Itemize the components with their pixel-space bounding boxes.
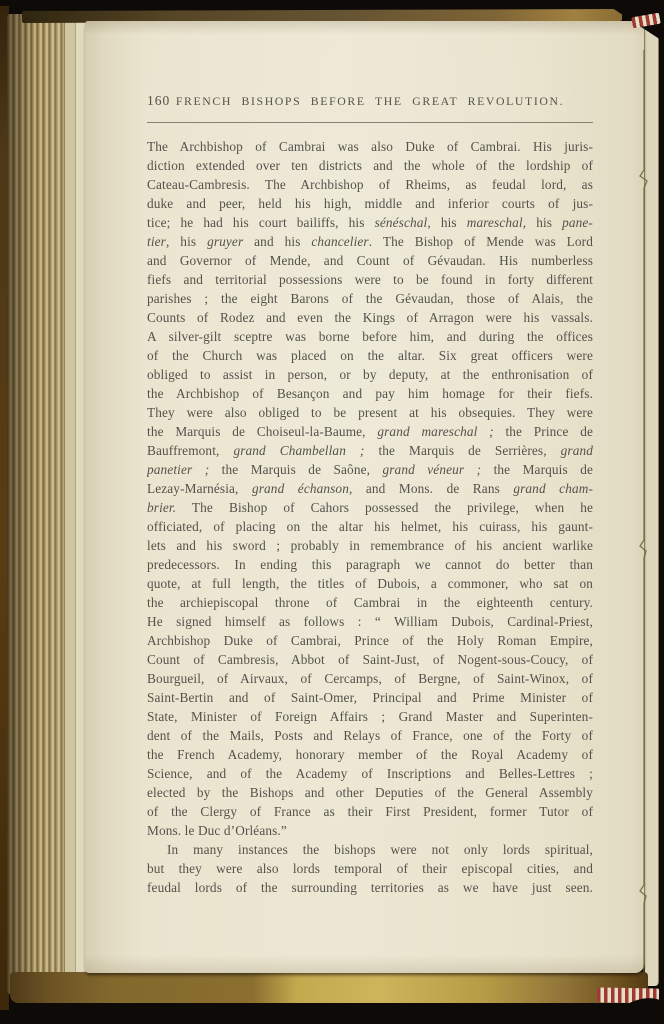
text-line: of the Clergy of France as their First President, former Tutor of — [147, 804, 593, 819]
book-bottom-edge — [10, 972, 648, 1003]
text-line: panetier ; the Marquis de Saône, grand véneur ; the Marquis de — [147, 462, 593, 477]
text-line: tice; he had his court bailiffs, his sénéschal, his mareschal, his pane- — [147, 215, 593, 230]
text-line: the French Academy, honorary member of the Royal Academy of — [147, 747, 593, 762]
text-line: the archiepiscopal throne of Cambrai in the eighteenth century. — [147, 595, 593, 610]
text-line: In many instances the bishops were not only lords spiritual, — [167, 842, 593, 857]
text-line: lets and his sword ; probably in remembrance of his ancient warlike — [147, 538, 593, 553]
text-line: Mons. le Duc d’Orléans.” — [147, 823, 287, 838]
page-crease-line — [636, 50, 652, 980]
text-line: Archbishop Duke of Cambrai, Prince of the Holy Roman Empire, — [147, 633, 593, 648]
text-line: He signed himself as follows : “ William Dubois, Cardinal-Priest, — [147, 614, 593, 629]
text-line: Lezay-Marnésia, grand échanson, and Mons. de Rans grand cham- — [147, 481, 593, 496]
text-line: diction extended over ten districts and the whole of the lordship of — [147, 158, 593, 173]
text-line: State, Minister of Foreign Affairs ; Grand Master and Superinten- — [147, 709, 593, 724]
text-line: officiated, of placing on the altar his helmet, his cuirass, his gaunt- — [147, 519, 593, 534]
text-line: They were also obliged to be present at his obsequies. They were — [147, 405, 593, 420]
text-line: Bauffremont, grand Chambellan ; the Marquis de Serrières, grand — [147, 443, 593, 458]
text-line: the Archbishop of Besançon and pay him homage for their fiefs. — [147, 386, 593, 401]
text-line: quote, at full length, the titles of Dubois, a commoner, who sat on — [147, 576, 593, 591]
text-line: brier. The Bishop of Cahors possessed the privilege, when he — [147, 500, 593, 515]
text-line: A silver-gilt sceptre was borne before him, and during the offices — [147, 329, 593, 344]
text-line: obliged to assist in person, or by deputy, at the enthronisation of — [147, 367, 593, 382]
text-line: Science, and of the Academy of Inscriptions and Belles-Lettres ; — [147, 766, 593, 781]
text-line: Counts of Rodez and even the Kings of Arragon were his vassals. — [147, 310, 593, 325]
text-line: the Marquis de Choiseul-la-Baume, grand mareschal ; the Prince de — [147, 424, 593, 439]
text-line: of the Church was placed on the altar. Six great officers were — [147, 348, 593, 363]
text-line: feudal lords of the surrounding territories as we have just seen. — [147, 880, 593, 895]
header-rule — [147, 122, 593, 123]
text-line: Bourgueil, of Airvaux, of Cercamps, of Bergne, of Saint-Winox, of — [147, 671, 593, 686]
text-line: The Archbishop of Cambrai was also Duke of Cambrai. His juris- — [147, 139, 593, 154]
page-header — [147, 92, 593, 108]
text-line: predecessors. In ending this paragraph we cannot do better than — [147, 557, 593, 572]
text-line: Cateau-Cambresis. The Archbishop of Rheims, as feudal lord, as — [147, 177, 593, 192]
text-line: Saint-Bertin and of Saint-Omer, Principal and Prime Minister of — [147, 690, 593, 705]
text-line: and Governor of Mende, and Count of Gévaudan. His numberless — [147, 253, 593, 268]
text-block — [147, 137, 593, 897]
text-line: elected by the Bishops and other Deputies of the General Assembly — [147, 785, 593, 800]
text-line: Count of Cambresis, Abbot of Saint-Just, of Nogent-sous-Coucy, of — [147, 652, 593, 667]
text-line: fiefs and territorial possessions were to be found in forty different — [147, 272, 593, 287]
text-line: dent of the Mails, Posts and Relays of France, one of the Forty of — [147, 728, 593, 743]
running-header: FRENCH BISHOPS BEFORE THE GREAT REVOLUTION. — [175, 94, 565, 108]
book-page — [85, 21, 645, 973]
page-number: 160 — [147, 93, 171, 108]
text-line: duke and peer, held his high, middle and inferior courts of jus- — [147, 196, 593, 211]
text-line: tier, his gruyer and his chancelier. The Bishop of Mende was Lord — [147, 234, 593, 249]
text-line: parishes ; the eight Barons of the Gévaudan, those of Alais, the — [147, 291, 593, 306]
text-line: but they were also lords temporal of their episcopal cities, and — [147, 861, 593, 876]
